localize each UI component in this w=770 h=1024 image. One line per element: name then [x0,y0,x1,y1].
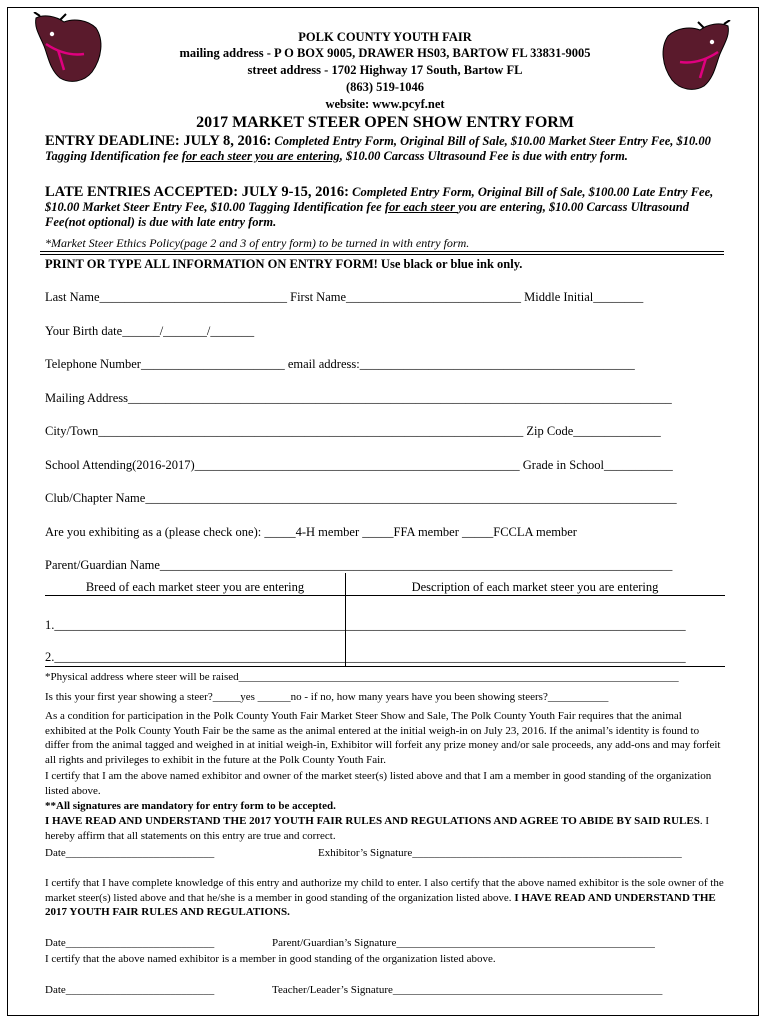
divider [40,251,724,252]
signatures-mandatory: **All signatures are mandatory for entry form to be accepted. [45,800,336,812]
birth-date-field[interactable]: Your Birth date______/_______/_______ [45,324,255,338]
exhibitor-date-field[interactable]: Date___________________________ [45,847,215,859]
city-zip-fields[interactable]: City/Town____________________________________________________________________ Zip Code______________ [45,424,661,438]
late-text-end: you are entering, $10.00 Carcass Ultrasound Fee(not optional) is due with late entry form. [45,200,689,229]
steer-row-2[interactable]: 2._____________________________________________________________________________________________________ [45,650,686,664]
parent-guardian-field[interactable]: Parent/Guardian Name__________________________________________________________________________________ [45,558,673,572]
parent-certify-bold: I HAVE READ AND UNDERSTAND THE 2017 YOUTH FAIR RULES AND REGULATIONS. [45,891,716,918]
deadline-text-end: , $10.00 Carcass Ultrasound Fee is due with entry form. [339,149,628,163]
physical-address-field[interactable]: *Physical address where steer will be raised________________________________________________________________________________ [45,671,679,683]
phone-email-fields[interactable]: Telephone Number_______________________ email address:____________________________________________ [45,357,635,371]
exhibiting-as-field[interactable]: Are you exhibiting as a (please check one): _____4-H member _____FFA member _____FCCLA member [45,525,577,539]
phone-number: (863) 519-1046 [345,80,425,94]
print-instruction: PRINT OR TYPE ALL INFORMATION ON ENTRY FORM! Use black or blue ink only. [45,257,523,271]
condition-paragraph: As a condition for participation in the Polk County Youth Fair Market Steer Show and Sale, The Polk County Youth Fair requires that the animal exhibited at the Polk County Youth Fair be the same as the animal entered at the initial weigh-in on July 23, 2016. If the animal’s identity is found to differ from the animal tagged and weighed in at initial weigh-in, Exhibitor will forfeit any prize money and/or sale proceeds, any add-ons and may forfeit all rights and privileges to exhibit in the future at the Polk County Youth Fair. [45,710,721,766]
mailing-address: mailing address - P O BOX 9005, DRAWER HS03, BARTOW FL 33831-9005 [179,46,591,60]
agree-statement [45,814,725,843]
first-year-field[interactable]: Is this your first year showing a steer?_____yes ______no - if no, how many years have you been showing steers?___________ [45,691,609,703]
school-grade-fields[interactable]: School Attending(2016-2017)____________________________________________________ Grade in School___________ [45,458,673,472]
deadline-text: Completed Entry Form, Original Bill of Sale, $10.00 Market Steer Entry Fee, $10.00 Tagging Identification fee [45,134,711,163]
entry-deadline [45,134,725,164]
exhibitor-signature-field[interactable]: Exhibitor’s Signature_________________________________________________ [318,847,682,859]
parent-certify [45,876,725,920]
parent-date-field[interactable]: Date___________________________ [45,937,215,949]
breed-header: Breed of each market steer you are entering [85,580,305,594]
late-lead: LATE ENTRIES ACCEPTED: JULY 9-15, 2016: [45,184,350,200]
deadline-underlined: for each steer you are entering [181,149,340,163]
certify-exhibitor: I certify that I am the above named exhibitor and owner of the market steer(s) listed above and that I am a member in good standing of the organization listed above. [45,770,712,797]
table-rule [45,666,725,667]
parent-certify-text: I certify that I have complete knowledge of this entry and authorize my child to enter. I also certify that the above named exhibitor is the sole owner of the market steer(s) listed above and that he/she is a member in good standing of the organization listed above. [45,877,724,904]
mailing-address-field[interactable]: Mailing Address_______________________________________________________________________________________ [45,391,672,405]
late-underlined: for each steer [384,200,459,214]
divider [40,254,724,255]
name-fields[interactable]: Last Name______________________________ First Name____________________________ Middle Initial________ [45,290,644,304]
parent-signature-field[interactable]: Parent/Guardian’s Signature_______________________________________________ [272,937,655,949]
club-chapter-field[interactable]: Club/Chapter Name_____________________________________________________________________________________ [45,491,677,505]
deadline-lead: ENTRY DEADLINE: JULY 8, 2016: [45,133,272,149]
late-entries [45,185,725,230]
website: website: www.pcyf.net [325,97,445,111]
ethics-note: *Market Steer Ethics Policy(page 2 and 3 of entry form) to be turned in with entry form. [45,236,470,250]
teacher-certify: I certify that the above named exhibitor is a member in good standing of the organization listed above. [45,953,496,965]
teacher-date-field[interactable]: Date___________________________ [45,984,215,996]
teacher-signature-field[interactable]: Teacher/Leader’s Signature_________________________________________________ [272,984,663,996]
agree-rest: . I hereby affirm that all statements on this entry are true and correct. [45,815,710,842]
org-name: POLK COUNTY YOUTH FAIR [298,30,472,44]
steer-row-1[interactable]: 1._____________________________________________________________________________________________________ [45,618,686,632]
street-address: street address - 1702 Highway 17 South, Bartow FL [247,63,523,77]
agree-bold: I HAVE READ AND UNDERSTAND THE 2017 YOUTH FAIR RULES AND REGULATIONS AND AGREE TO ABIDE BY SAID RULES [45,815,700,827]
table-rule [45,595,725,596]
description-header: Description of each market steer you are entering [411,580,659,594]
late-text: Completed Entry Form, Original Bill of Sale, $100.00 Late Entry Fee, $10.00 Market Steer Entry Fee, $10.00 Tagging Identification fee [45,185,714,214]
form-title: 2017 MARKET STEER OPEN SHOW ENTRY FORM [196,114,574,131]
